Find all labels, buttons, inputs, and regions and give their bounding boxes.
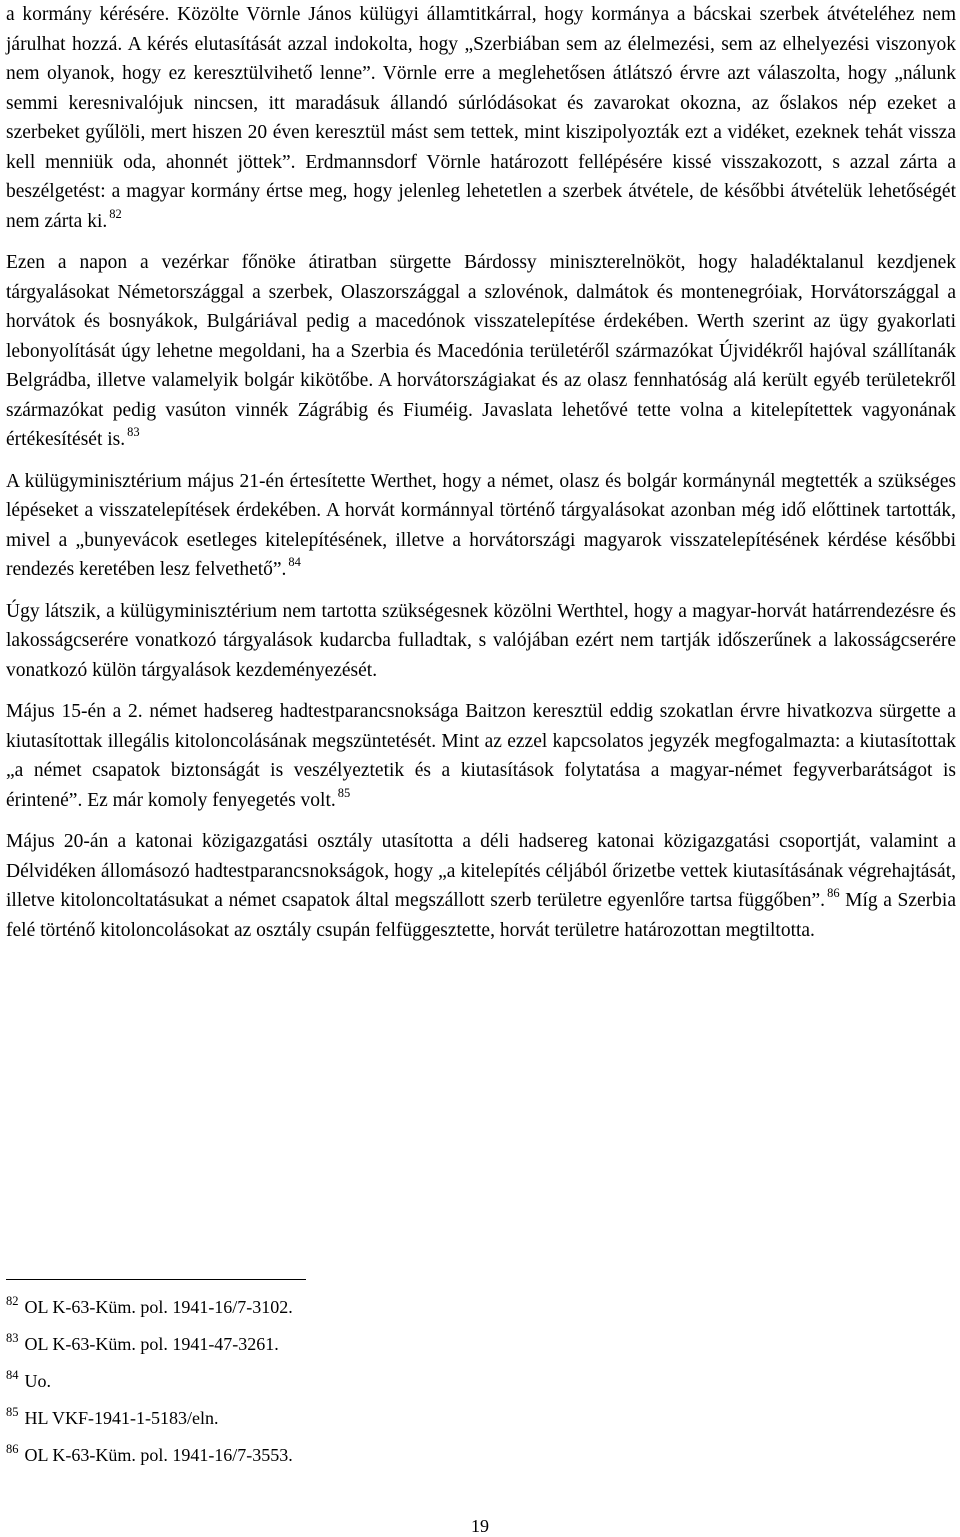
footnote-number: 86 [6, 1442, 19, 1456]
footnotes [6, 1296, 706, 1481]
paragraph-6: Május 20-án a katonai közigazgatási osztály utasította a déli hadsereg katonai közigazgatási csoportját, valamint a Délvidéken állomásozó hadtestparancsnokságok, hogy „a kitelepítés céljából őrizetbe vettek kiutasításának végrehajtását, illetve kitoloncoltatásukat a német csapatok által megszállott szerb területre egyenlőre tartsa függőben”. $^{86}$ Míg a Szerbia felé történő kitoloncolásokat az osztály csupán felfüggesztette, horvát területre határozottan megtiltotta. [6, 831, 956, 941]
footnote-text: OL K-63-Küm. pol. 1941-16/7-3102. [24, 1297, 293, 1317]
footnote-84 [6, 1370, 706, 1394]
paragraph-3: A külügyminisztérium május 21-én értesítette Werthet, hogy a német, olasz és bolgár kormánynál megtették a szükséges lépéseket a visszatelepítések érdekében. A horvát kormánnyal történő tárgyalásokat azonban még idő előttinek tartották, mivel a „bunyevácok esetleges kitelepítésének, illetve a horvátországi magyarok visszatelepítésének kérdése későbbi rendezés keretében lesz felvethető”. $^{84}$ [6, 470, 956, 580]
footnote-separator [6, 1279, 306, 1280]
footnote-82 [6, 1296, 706, 1320]
footnote-text: HL VKF-1941-1-5183/eln. [24, 1408, 219, 1428]
page-number: 19 [471, 1516, 489, 1536]
footnote-text: OL K-63-Küm. pol. 1941-47-3261. [24, 1334, 279, 1354]
footnote-86 [6, 1444, 706, 1468]
footnote-text: OL K-63-Küm. pol. 1941-16/7-3553. [24, 1445, 293, 1465]
footnote-number: 83 [6, 1331, 19, 1345]
footnote-ref-85: 85 [337, 785, 351, 800]
footnote-number: 85 [6, 1405, 19, 1419]
paragraph-1: a kormány kérésére. Közölte Vörnle János külügyi államtitkárral, hogy kormánya a bácskai szerbek átvételéhez nem járulhat hozzá. A kérés elutasítását azzal indokolta, hogy „Szerbiában sem az élelmezési, sem az elhelyezési viszonyok nem olyanok, hogy ez keresztülvihető lenne”. Vörnle erre a meglehetősen átlátszó érvre azt válaszolta, hogy „nálunk semmi keresnivalójuk nincsen, itt maradásuk állandó súrlódásokat és zavarokat okozna, az őslakos nép ezeket a szerbeket gyűlöli, mert hiszen 20 éven keresztül mást sem tettek, mint kiszipolyozták ezt a vidéket, ezeknek tehát vissza kell menniük oda, ahonnét jöttek”. Erdmannsdorf Vörnle határozott fellépésére kissé visszakozott, s azzal zárta a beszélgetést: a magyar kormány értse meg, hogy jelenleg lehetetlen a szerbek átvétele, de későbbi átvételük lehetőségét nem zárta ki. $^{82}$ [6, 4, 956, 232]
document-body [6, 0, 956, 957]
footnote-number: 82 [6, 1294, 19, 1308]
footnote-83 [6, 1333, 706, 1357]
footnote-85 [6, 1407, 706, 1431]
paragraph-5: Május 15-én a 2. német hadsereg hadtestparancsnoksága Baitzon keresztül eddig szokatlan érvre hivatkozva sürgette a kiutasítottak illegális kitoloncolásának megszüntetését. Mint az ezzel kapcsolatos jegyzék megfogalmazta: a kiutasítottak „a német csapatok biztonságát is veszélyeztetik és a kiutasítások folytatása a magyar-német fegyverbarátságot is érintené”. Ez már komoly fenyegetés volt. $^{85}$ [6, 701, 956, 811]
footnote-text: Uo. [24, 1371, 51, 1391]
footnote-ref-82: 82 [109, 206, 122, 221]
footnote-ref-84: 84 [288, 555, 301, 569]
footnote-ref-83: 83 [127, 425, 140, 439]
paragraph-4: Úgy látszik, a külügyminisztérium nem tartotta szükségesnek közölni Werthtel, hogy a magyar-horvát határrendezésre és lakosságcserére vonatkozó tárgyalások kudarcba fulladtak, s valójában ezért nem tartják időszerűnek a lakosságcserére vonatkozó külön tárgyalások kezdeményezését. [6, 600, 956, 681]
footnote-number: 84 [6, 1368, 19, 1382]
footnote-ref-86: 86 [827, 886, 840, 900]
paragraph-2: Ezen a napon a vezérkar főnöke átiratban sürgette Bárdossy miniszterelnököt, hogy haladéktalanul kezdjenek tárgyalásokat Németországgal a szerbek, Olaszországgal a szlovénok, dalmátok és montenegróiak, Horvátországgal a horvátok és bosnyákok, Bulgáriával pedig a macedónok visszatelepítése érdekében. Werth szerint az ügy gyakorlati lebonyolítását úgy lehetne megoldani, ha a Szerbia és Macedónia területéről származókat Újvidékről hajóval szállítanák Belgrádba, illetve valamelyik bolgár kikötőbe. A horvátországiakat és az olasz fennhatóság alá került egyéb területekről származókat pedig vasúton vinnék Zágrábig és Fiuméig. Javaslata lehetővé tette volna a kitelepítettek vagyonának értékesítését is. $^{83}$ [6, 252, 956, 450]
